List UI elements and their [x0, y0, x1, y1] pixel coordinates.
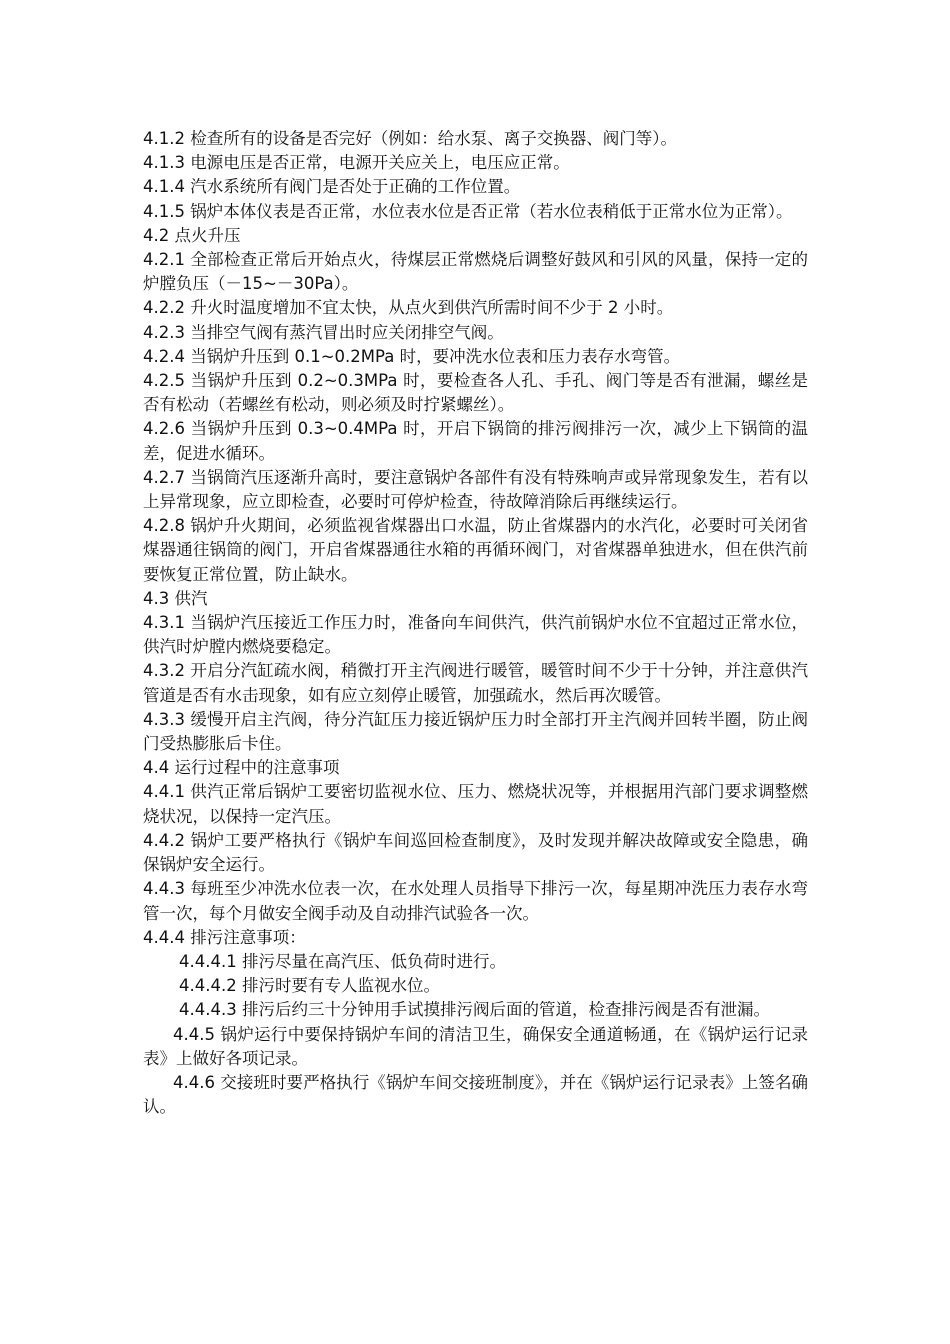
para-4-1-3: 4.1.3 电源电压是否正常，电源开关应关上，电压应正常。: [143, 153, 570, 173]
para-4-4-4-3: 4.4.4.3 排污后约三十分钟用手试摸排污阀后面的管道，检查排污阀是否有泄漏。: [179, 1000, 770, 1020]
para-4-4-4-1: 4.4.4.1 排污尽量在高汽压、低负荷时进行。: [179, 951, 506, 971]
heading-4-3: 4.3 供汽: [143, 588, 208, 608]
para-4-4-4: 4.4.4 排污注意事项：: [143, 927, 306, 947]
heading-4-2: 4.2 点火升压: [143, 225, 241, 245]
para-4-3-2: 4.3.2 开启分汽缸疏水阀，稍微打开主汽阀进行暖管，暖管时间不少于十分钟，并注意供汽管道是否有水击现象，如有应立刻停止暖管，加强疏水，然后再次暖管。: [143, 661, 808, 705]
para-4-1-2: 4.1.2 检查所有的设备是否完好（例如：给水泵、离子交换器、阀门等）。: [143, 129, 677, 148]
para-4-3-1: 4.3.1 当锅炉汽压接近工作压力时，准备向车间供汽，供汽前锅炉水位不宜超过正常水位，供汽时炉膛内燃烧要稳定。: [143, 613, 808, 657]
para-4-1-5: 4.1.5 锅炉本体仪表是否正常，水位表水位是否正常（若水位表稍低于正常水位为正常）。: [143, 201, 793, 221]
para-4-4-4-2: 4.4.4.2 排污时要有专人监视水位。: [179, 976, 440, 996]
para-4-2-5: 4.2.5 当锅炉升压到 0.2~0.3MPa 时，要检查各人孔、手孔、阀门等是否有泄漏，螺丝是否有松动（若螺丝有松动，则必须及时拧紧螺丝）。: [143, 371, 808, 415]
document-body: [143, 127, 808, 1119]
para-4-4-6: 4.4.6 交接班时要严格执行《锅炉车间交接班制度》，并在《锅炉运行记录表》上签名确认。: [143, 1072, 808, 1117]
para-4-2-8: 4.2.8 锅炉升火期间，必须监视省煤器出口水温，防止省煤器内的水汽化，必要时可关闭省煤器通往锅筒的阀门，开启省煤器通往水箱的再循环阀门，对省煤器单独进水，但在供汽前要恢复正常位置，防止缺水。: [143, 516, 808, 584]
para-4-2-4: 4.2.4 当锅炉升压到 0.1~0.2MPa 时，要冲洗水位表和压力表存水弯管。: [143, 346, 681, 366]
para-4-3-3: 4.3.3 缓慢开启主汽阀，待分汽缸压力接近锅炉压力时全部打开主汽阀并回转半圈，防止阀门受热膨胀后卡住。: [143, 709, 808, 754]
para-4-2-2: 4.2.2 升火时温度增加不宜太快，从点火到供汽所需时间不少于 2 小时。: [143, 298, 674, 318]
heading-4-4: 4.4 运行过程中的注意事项: [143, 758, 340, 778]
para-4-2-3: 4.2.3 当排空气阀有蒸汽冒出时应关闭排空气阀。: [143, 322, 504, 342]
para-4-4-5: 4.4.5 锅炉运行中要保持锅炉车间的清洁卫生，确保安全通道畅通，在《锅炉运行记录表》上做好各项记录。: [143, 1024, 808, 1068]
para-4-4-2: 4.4.2 锅炉工要严格执行《锅炉车间巡回检查制度》，及时发现并解决故障或安全隐患，确保锅炉安全运行。: [143, 830, 808, 875]
para-4-2-1: 4.2.1 全部检查正常后开始点火，待煤层正常燃烧后调整好鼓风和引风的风量，保持一定的炉膛负压（－15~－30Pa）。: [143, 250, 808, 294]
para-4-2-6: 4.2.6 当锅炉升压到 0.3~0.4MPa 时，开启下锅筒的排污阀排污一次，减少上下锅筒的温差，促进水循环。: [143, 419, 808, 463]
para-4-1-4: 4.1.4 汽水系统所有阀门是否处于正确的工作位置。: [143, 177, 521, 197]
para-4-2-7: 4.2.7 当锅筒汽压逐渐升高时，要注意锅炉各部件有没有特殊响声或异常现象发生，若有以上异常现象，应立即检查，必要时可停炉检查，待故障消除后再继续运行。: [143, 467, 808, 512]
para-4-4-1: 4.4.1 供汽正常后锅炉工要密切监视水位、压力、燃烧状况等，并根据用汽部门要求调整燃烧状况，以保持一定汽压。: [143, 782, 808, 826]
para-4-4-3: 4.4.3 每班至少冲洗水位表一次，在水处理人员指导下排污一次，每星期冲洗压力表存水弯管一次，每个月做安全阀手动及自动排汽试验各一次。: [143, 879, 808, 923]
